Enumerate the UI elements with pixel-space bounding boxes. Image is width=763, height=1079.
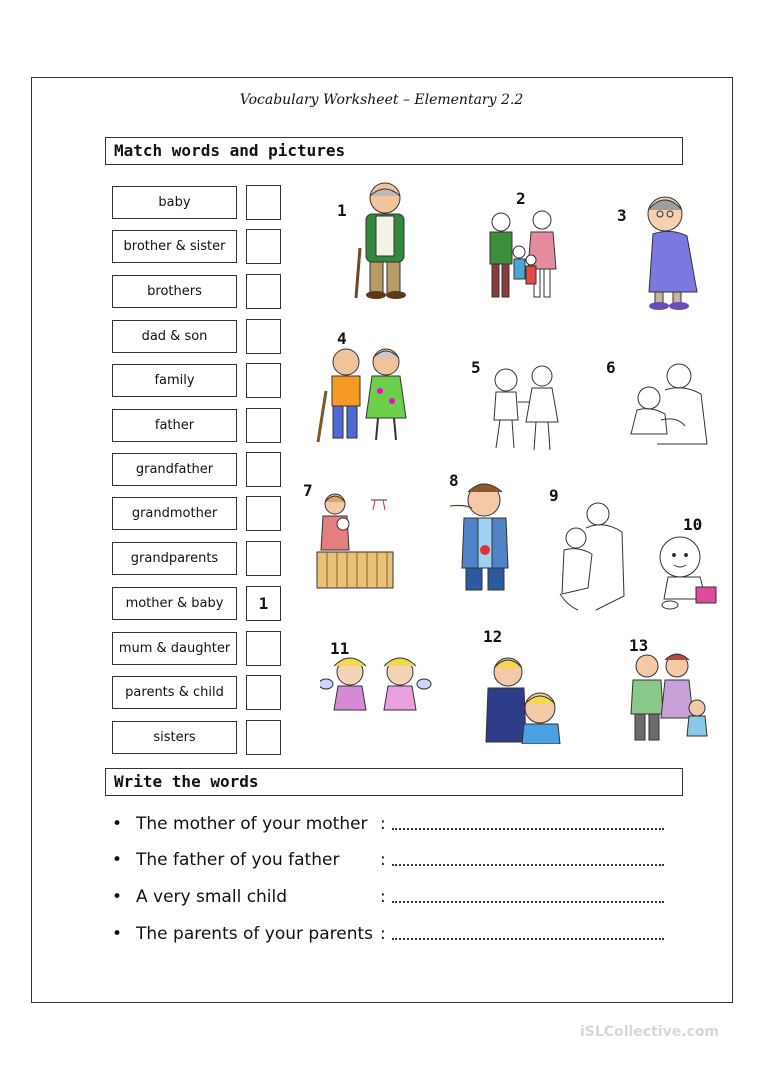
picture-number: 3: [617, 206, 627, 225]
write-clue: The mother of your mother: [136, 814, 368, 834]
dad-son-illustration: [621, 360, 711, 452]
word-box: father: [112, 409, 237, 442]
answer-box[interactable]: [246, 496, 281, 531]
picture-number: 2: [516, 189, 526, 208]
grandparents-illustration: [314, 346, 414, 444]
sisters-illustration: [320, 654, 432, 720]
picture-number: 10: [683, 515, 703, 534]
bullet: •: [112, 924, 123, 944]
colon: :: [380, 814, 386, 834]
bullet: •: [112, 850, 123, 870]
grandfather-illustration: [352, 178, 418, 300]
picture-number: 11: [330, 639, 350, 658]
word-box: brother & sister: [112, 230, 237, 263]
word-box: brothers: [112, 275, 237, 308]
answer-box[interactable]: [246, 229, 281, 264]
brothers-illustration: [484, 652, 562, 744]
write-item: [112, 812, 672, 836]
word-box: mum & daughter: [112, 632, 237, 665]
worksheet-title: Vocabulary Worksheet – Elementary 2.2: [239, 92, 524, 108]
answer-box[interactable]: [246, 720, 281, 755]
word-box: parents & child: [112, 676, 237, 709]
write-clue: A very small child: [136, 887, 288, 907]
picture-number: 9: [549, 486, 559, 505]
answer-dotted-line[interactable]: [392, 899, 664, 903]
baby-illustration: [654, 533, 718, 613]
write-item: [112, 922, 672, 946]
word-box: grandmother: [112, 497, 237, 530]
word-box: family: [112, 364, 237, 397]
write-clue: The parents of your parents: [136, 924, 374, 944]
section-match-header: Match words and pictures: [105, 137, 683, 165]
picture-number: 1: [337, 201, 347, 220]
answer-dotted-line[interactable]: [392, 826, 664, 830]
word-box: grandparents: [112, 542, 237, 575]
picture-number: 8: [449, 471, 459, 490]
answer-box[interactable]: [246, 631, 281, 666]
father-illustration: [446, 478, 526, 592]
family-illustration: [486, 207, 560, 301]
answer-box[interactable]: [246, 185, 281, 220]
picture-number: 13: [629, 636, 649, 655]
answer-box[interactable]: [246, 452, 281, 487]
word-box: dad & son: [112, 320, 237, 353]
answer-box[interactable]: [246, 319, 281, 354]
picture-number: 7: [303, 481, 313, 500]
parents-child-illustration: [625, 652, 709, 744]
answer-dotted-line[interactable]: [392, 936, 664, 940]
grandmother-illustration: [637, 192, 705, 310]
picture-number: 5: [471, 358, 481, 377]
bullet: •: [112, 814, 123, 834]
word-box: sisters: [112, 721, 237, 754]
mother-baby-illustration: [313, 490, 395, 596]
colon: :: [380, 924, 386, 944]
site-logo: iSLCollective.com: [580, 1024, 720, 1040]
word-box: grandfather: [112, 453, 237, 486]
answer-box[interactable]: [246, 408, 281, 443]
colon: :: [380, 850, 386, 870]
write-item: [112, 848, 672, 872]
answer-box[interactable]: [246, 274, 281, 309]
answer-box[interactable]: [246, 541, 281, 576]
picture-number: 12: [483, 627, 503, 646]
mum-daughter-illustration: [552, 498, 634, 614]
word-box: baby: [112, 186, 237, 219]
write-clue: The father of you father: [136, 850, 340, 870]
answer-box[interactable]: [246, 363, 281, 398]
write-item: [112, 885, 672, 909]
picture-number: 6: [606, 358, 616, 377]
answer-box[interactable]: 1: [246, 586, 281, 621]
brother-sister-illustration: [482, 362, 568, 454]
answer-dotted-line[interactable]: [392, 862, 664, 866]
section-write-header: Write the words: [105, 768, 683, 796]
picture-number: 4: [337, 329, 347, 348]
colon: :: [380, 887, 386, 907]
answer-box[interactable]: [246, 675, 281, 710]
word-box: mother & baby: [112, 587, 237, 620]
bullet: •: [112, 887, 123, 907]
